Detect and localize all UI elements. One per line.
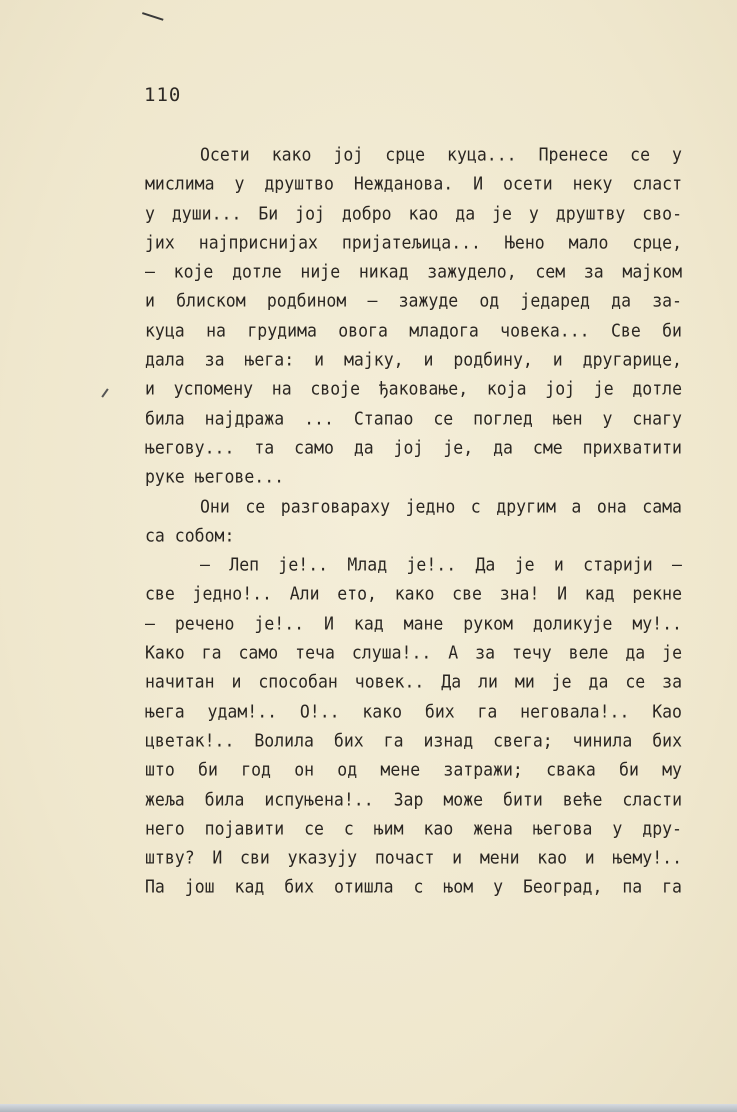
text-line: његову... та само да јој је, да сме прихватити bbox=[145, 437, 682, 458]
text-line: Па још кад бих отишла с њом у Београд, па га bbox=[145, 876, 682, 898]
body-text bbox=[145, 140, 682, 902]
text-line: и блиском родбином — зажуде од једаред да за- bbox=[145, 290, 682, 312]
text-line: штву? И сви указују почаст и мени као и њему!.. bbox=[145, 847, 682, 869]
text-line: цветак!.. Волила бих га изнад свега; чинила бих bbox=[145, 729, 682, 751]
text-line: руке његове... bbox=[145, 466, 285, 488]
text-line: са собом: bbox=[145, 524, 235, 546]
text-line: жеља била испуњена!.. Зар може бити веће сласти bbox=[145, 788, 682, 810]
text-line: све једно!.. Али ето, како све зна! И кад рекне bbox=[145, 583, 682, 605]
text-line: него појавити се с њим као жена његова у дру- bbox=[145, 817, 682, 839]
text-line: куца на грудима овога младога човека... Све би bbox=[145, 319, 682, 341]
text-line: и успомену на своје ђаковање, која јој је дотле bbox=[145, 378, 682, 400]
text-line: њега удам!.. О!.. како бих га неговала!.. Као bbox=[145, 700, 682, 722]
text-line: — Леп је!.. Млад је!.. Да је и старији — bbox=[200, 554, 682, 576]
text-line: — које дотле није никад зажудело, сем за мајком bbox=[145, 261, 682, 283]
text-line: мислима у друштво Нежданова. И осети неку сласт bbox=[145, 173, 682, 195]
text-line: јих најприснијах пријатељица... Њено мало срце, bbox=[145, 231, 682, 253]
text-line: — речено је!.. И кад мане руком доликује му!.. bbox=[145, 612, 682, 634]
scan-bottom-edge bbox=[0, 1104, 737, 1112]
margin-pencil-mark bbox=[101, 388, 108, 397]
page-number: 110 bbox=[144, 84, 182, 106]
text-line: била најдража ... Стапао се поглед њен у снагу bbox=[145, 407, 682, 429]
text-line: што би год он од мене затражи; свака би му bbox=[145, 759, 682, 781]
text-line: Осети како јој срце куца... Пренесе се у bbox=[200, 144, 682, 165]
corner-ink-mark bbox=[142, 1, 167, 21]
text-line: Они се разговараху једно с другим а она сама bbox=[200, 495, 682, 517]
text-line: у души... Би јој добро као да је у друштву сво- bbox=[145, 202, 682, 224]
text-line: Како га само теча слуша!.. А за течу веле да је bbox=[145, 642, 682, 663]
text-line: начитан и способан човек.. Да ли ми је да се за bbox=[145, 671, 682, 693]
text-line: дала за њега: и мајку, и родбину, и другарице, bbox=[145, 349, 682, 371]
